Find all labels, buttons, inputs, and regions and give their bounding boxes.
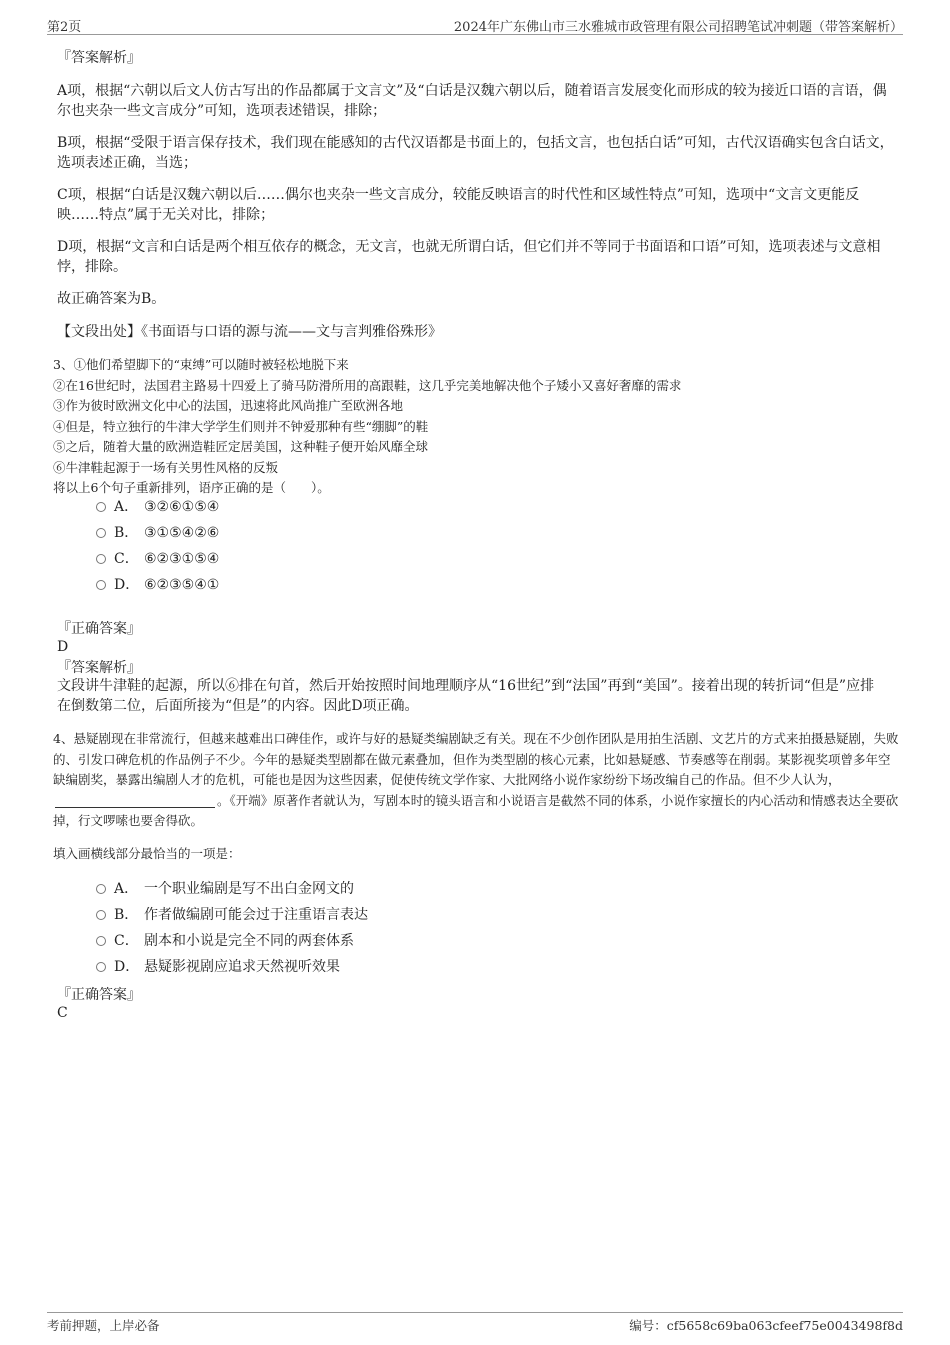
option-a[interactable]: A． 一个职业编剧是写不出白金网文的 xyxy=(96,876,368,902)
correct-answer: C xyxy=(57,1005,68,1021)
footer-slogan: 考前押题，上岸必备 xyxy=(47,1318,160,1333)
stem-line: 3、①他们希望脚下的“束缚”可以随时被轻松地脱下来 xyxy=(53,357,349,372)
document-id: 编号：cf5658c69ba063cfeef75e0043498f8d xyxy=(629,1318,903,1333)
analysis-option-b: B项，根据“受限于语言保存技术，我们现在能感知的古代汉语都是书面上的，包括文言，也包括白话”可知，古代汉语确实包含白话文，选项表述正确，当选； xyxy=(57,135,894,171)
stem-line: ④但是，特立独行的牛津大学学生们则并不钟爱那种有些“绷脚”的鞋 xyxy=(53,418,429,434)
option-c[interactable]: C． ⑥②③①⑤④ xyxy=(96,546,219,572)
radio-icon[interactable] xyxy=(96,554,106,564)
source-citation: 【文段出处】《书面语与口语的源与流——文与言判雅俗殊形》 xyxy=(57,324,442,340)
question-3-analysis: 文段讲牛津鞋的起源，所以⑥排在句首，然后开始按照时间地理顺序从“16世纪”到“法国”再到“美国”。接着出现的转折词“但是”应排在倒数第二位，后面所接为“但是”的内容。因此D项正确。 xyxy=(57,678,875,714)
analysis-conclusion: 故正确答案为B。 xyxy=(57,291,166,307)
analysis-heading: 『答案解析』 xyxy=(57,660,141,676)
analysis-option-d: D项，根据“文言和白话是两个相互依存的概念，无文言，也就无所谓白话，但它们并不等同于书面语和口语”可知，选项表述与文意相悖，排除。 xyxy=(57,239,881,275)
analysis-option-c: C项，根据“白话是汉魏六朝以后……偶尔也夹杂一些文言成分，较能反映语言的时代性和区域性特点”可知，选项中“文言文更能反映……特点”属于无关对比，排除； xyxy=(57,187,860,223)
radio-icon[interactable] xyxy=(96,910,106,920)
radio-icon[interactable] xyxy=(96,528,106,538)
question-3-options xyxy=(96,494,219,598)
analysis-heading: 『答案解析』 xyxy=(57,50,141,66)
answer-heading: 『正确答案』 xyxy=(57,621,141,637)
document-title: 2024年广东佛山市三水雅城市政管理有限公司招聘笔试冲刺题（带答案解析） xyxy=(453,20,903,35)
radio-icon[interactable] xyxy=(96,502,106,512)
radio-icon[interactable] xyxy=(96,936,106,946)
radio-icon[interactable] xyxy=(96,884,106,894)
option-a[interactable]: A． ③②⑥①⑤④ xyxy=(96,494,219,520)
option-b[interactable]: B． 作者做编剧可能会过于注重语言表达 xyxy=(96,902,368,928)
question-4-stem: 4、悬疑剧现在非常流行，但越来越难出口碑佳作，或许与好的悬疑类编剧缺乏有关。现在不少创作团队是用拍生活剧、文艺片的方式来拍摄悬疑剧，失败的、引发口碑危机的作品例子不少。今年的悬疑类型剧都在做元素叠加，但作为类型剧的核心元素，比如悬疑感、节奏感等在削弱。某影视奖项曾多年空缺编剧奖，暴露出编剧人才的危机，可能也是因为这些因素，促使传统文学作家、大批网络小说作家纷纷下场改编自己的作品。但不少人认为，。《开端》原著作者就认为，写剧本时的镜头语言和小说语言是截然不同的体系，小说作家擅长的内心活动和情感表达全要砍掉，行文啰嗦也要舍得砍。 xyxy=(53,731,899,828)
analysis-option-a: A项，根据“六朝以后文人仿古写出的作品都属于文言文”及“白话是汉魏六朝以后，随着语言发展变化而形成的较为接近口语的言语，偶尔也夹杂一些文言成分”可知，选项表述错误，排除； xyxy=(57,83,887,119)
page-number: 第2页 xyxy=(47,20,82,35)
stem-line: 将以上6个句子重新排列，语序正确的是（ ）。 xyxy=(53,480,330,495)
stem-line: ⑤之后，随着大量的欧洲造鞋匠定居美国，这种鞋子便开始风靡全球 xyxy=(53,439,429,454)
radio-icon[interactable] xyxy=(96,580,106,590)
option-c[interactable]: C． 剧本和小说是完全不同的两套体系 xyxy=(96,928,368,954)
question-3-stem xyxy=(53,355,901,499)
radio-icon[interactable] xyxy=(96,962,106,972)
option-d[interactable]: D． 悬疑影视剧应追求天然视听效果 xyxy=(96,954,368,980)
question-4-prompt: 填入画横线部分最恰当的一项是： xyxy=(53,846,241,861)
fill-blank xyxy=(55,793,215,808)
option-b[interactable]: B． ③①⑤④②⑥ xyxy=(96,520,219,546)
stem-line: ⑥牛津鞋起源于一场有关男性风格的反叛 xyxy=(53,459,279,475)
correct-answer: D xyxy=(57,639,69,655)
answer-heading: 『正确答案』 xyxy=(57,987,141,1003)
page-header xyxy=(47,14,903,35)
stem-line: ③作为彼时欧洲文化中心的法国，迅速将此风尚推广至欧洲各地 xyxy=(53,398,404,413)
page-footer xyxy=(47,1312,903,1335)
stem-line: ②在16世纪时，法国君主路易十四爱上了骑马防滑所用的高跟鞋，这几乎完美地解决他个子矮小又喜好奢靡的需求 xyxy=(53,377,682,393)
option-d[interactable]: D． ⑥②③⑤④① xyxy=(96,572,219,598)
question-4-options xyxy=(96,876,368,980)
